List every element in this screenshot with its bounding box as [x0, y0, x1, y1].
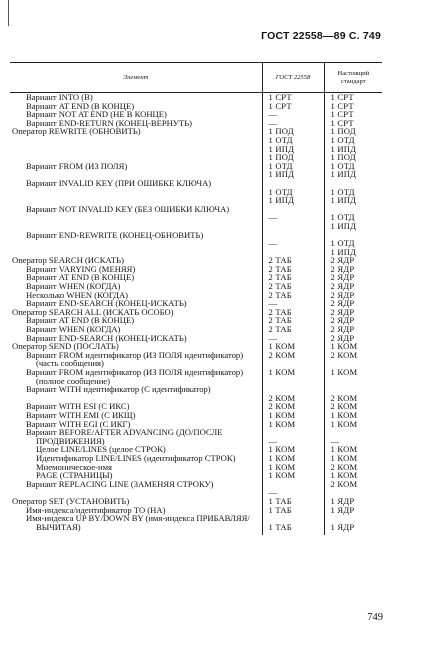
element-cell: Вариант NOT INVALID KEY (БЕЗ ОШИБКИ КЛЮЧА) — [26, 203, 230, 214]
current-standard-cell: 2 ЯДР — [324, 299, 382, 308]
page-edge-mark — [8, 0, 13, 26]
current-standard-cell: 1 ЯДР — [324, 497, 382, 506]
current-standard-cell: 1 ОТД 1 ИПД — [324, 179, 382, 205]
gost-22558-cell: 2 ТАБ — [262, 265, 324, 274]
current-standard-cell: 1 ПОД 1 ОТД 1 ИПД — [324, 153, 382, 179]
element-cell: Вариант VARYING (МЕНЯЯ) — [26, 263, 136, 274]
element-cell: Вариант WITH идентификатор (С идентификатор) — [26, 384, 211, 395]
gost-22558-cell: — — [262, 205, 324, 231]
current-standard-cell: 1 ОТД 1 ИПД — [324, 205, 382, 231]
table-row — [10, 368, 382, 385]
table-row — [10, 385, 382, 402]
current-standard-cell: 1 ОТД 1 ИПД — [324, 231, 382, 257]
element-cell: Вариант FROM идентификатор (ИЗ ПОЛЯ идентификатор) (часть сообщения) — [26, 349, 244, 369]
current-standard-cell: 2 ЯДР — [324, 316, 382, 325]
table-row — [10, 428, 382, 445]
element-cell: PAGE (СТРАНИЦЫ) — [36, 470, 113, 481]
element-cell: Мнемоническое-имя — [36, 461, 112, 472]
element-cell: Вариант NOT AT END (НЕ В КОНЦЕ) — [26, 109, 167, 120]
table-row — [10, 480, 382, 497]
column-header-current-standard: Настоящий стандарт — [324, 63, 382, 93]
table-row — [10, 127, 382, 153]
current-standard-cell: 2 ЯДР — [324, 334, 382, 343]
gost-22558-cell: — — [262, 428, 324, 445]
element-cell: Вариант FROM идентификатор (ИЗ ПОЛЯ идентификатор) (полное сообщение) — [26, 367, 244, 386]
gost-22558-cell: 2 ТАБ — [262, 316, 324, 325]
page-header: ГОСТ 22558—89 С. 749 — [261, 30, 381, 42]
element-cell: Вариант REPLACING LINE (ЗАМЕНЯЯ СТРОКУ) — [26, 478, 214, 489]
element-cell: Вариант WHEN (КОГДА) — [26, 324, 121, 335]
gost-22558-cell: — — [262, 119, 324, 128]
gost-22558-cell: 2 ТАБ — [262, 273, 324, 282]
gost-22558-cell: 1 КОМ — [262, 463, 324, 472]
element-cell: Вариант END-SEARCH (КОНЕЦ-ИСКАТЬ) — [26, 298, 187, 309]
element-cell: Целое LINE/LINES (целое СТРОК) — [36, 444, 166, 455]
current-standard-cell: 1 СРТ — [324, 102, 382, 111]
gost-22558-cell: 2 ТАБ — [262, 256, 324, 265]
column-header-element: Элемент — [10, 63, 262, 93]
current-standard-cell: 2 ЯДР — [324, 273, 382, 282]
current-standard-cell: — — [324, 428, 382, 445]
current-standard-cell: 2 КОМ — [324, 385, 382, 402]
table-row — [10, 153, 382, 179]
current-standard-cell: 1 КОМ — [324, 342, 382, 351]
current-standard-cell: 2 ЯДР — [324, 291, 382, 300]
gost-22558-cell: 2 КОМ — [262, 402, 324, 411]
element-cell: Вариант END-REWRITE (КОНЕЦ-ОБНОВИТЬ) — [26, 229, 204, 240]
element-cell: Оператор SET (УСТАНОВИТЬ) — [12, 495, 130, 506]
gost-22558-cell: 2 ТАБ — [262, 282, 324, 291]
current-standard-cell: 1 ЯДР — [324, 506, 382, 515]
element-cell: Вариант AT END (В КОНЦЕ) — [26, 272, 135, 283]
gost-22558-cell: 1 ОТД 1 ИПД — [262, 179, 324, 205]
gost-22558-cell: 1 СРТ — [262, 102, 324, 111]
current-standard-cell: 2 ЯДР — [324, 282, 382, 291]
current-standard-cell: 1 КОМ — [324, 454, 382, 463]
element-cell: Оператор SEARCH (ИСКАТЬ) — [12, 255, 124, 266]
current-standard-cell: 1 КОМ — [324, 471, 382, 480]
gost-22558-cell: 1 КОМ — [262, 445, 324, 454]
element-cell: Оператор SEND (ПОСЛАТЬ) — [12, 341, 119, 352]
gost-22558-cell: 1 КОМ — [262, 411, 324, 420]
element-cell: Вариант AT END (В КОНЦЕ) — [26, 315, 135, 326]
current-standard-cell: 2 ЯДР — [324, 265, 382, 274]
gost-22558-cell: 1 ПОД 1 ОТД 1 ИПД — [262, 153, 324, 179]
gost-22558-cell: 1 СРТ — [262, 93, 324, 102]
element-cell: Вариант INTO (В) — [26, 92, 93, 102]
element-cell: Вариант WITH EMI (С ИКЩ) — [26, 409, 136, 420]
gost-22558-cell: — — [262, 480, 324, 497]
current-standard-cell: 2 КОМ — [324, 463, 382, 472]
gost-22558-cell: 2 ТАБ — [262, 325, 324, 334]
element-cell: Вариант BEFORE/AFTER ADVANCING (ДО/ПОСЛЕ ПРОДВИЖЕНИЯ) — [26, 427, 223, 446]
element-cell: Идентификатор LINE/LINES (идентификатор СТРОК) — [36, 452, 236, 463]
page-number: 749 — [367, 612, 383, 623]
gost-22558-cell: 1 КОМ — [262, 420, 324, 429]
gost-22558-cell: 1 КОМ — [262, 342, 324, 351]
gost-22558-cell: — — [262, 334, 324, 343]
element-cell: Оператор SEARCH ALL (ИСКАТЬ ОСОБО) — [12, 306, 174, 317]
current-standard-cell: 1 СРТ — [324, 110, 382, 119]
element-cell: Вариант INVALID KEY (ПРИ ОШИБКЕ КЛЮЧА) — [26, 177, 212, 188]
table-row — [10, 351, 382, 368]
current-standard-cell: 1 КОМ — [324, 445, 382, 454]
column-header-gost: ГОСТ 22558 — [262, 63, 324, 93]
current-standard-cell: 1 СРТ — [324, 93, 382, 102]
gost-22558-cell: 1 КОМ — [262, 368, 324, 385]
element-cell: Вариант WITH ESI (С ИКС) — [26, 401, 130, 412]
current-standard-cell: 1 СРТ — [324, 119, 382, 128]
gost-22558-cell: 2 КОМ — [262, 385, 324, 402]
current-standard-cell: 2 КОМ — [324, 402, 382, 411]
current-standard-cell: 2 ЯДР — [324, 256, 382, 265]
current-standard-cell: 1 КОМ — [324, 368, 382, 385]
gost-22558-cell: 1 ТАБ — [262, 497, 324, 506]
gost-22558-cell: — — [262, 231, 324, 257]
element-cell: Имя-индекса/идентификатор TO (НА) — [26, 504, 166, 515]
current-standard-cell: 1 КОМ — [324, 420, 382, 429]
current-standard-cell: 1 ПОД 1 ОТД 1 ИПД — [324, 127, 382, 153]
element-cell: Вариант WHEN (КОГДА) — [26, 281, 121, 292]
element-cell: Вариант FROM (ИЗ ПОЛЯ) — [26, 161, 128, 172]
table-row — [10, 231, 382, 257]
element-cell: Несколько WHEN (КОГДА) — [26, 289, 129, 300]
current-standard-cell: 1 ЯДР — [324, 514, 382, 535]
gost-22558-cell: — — [262, 299, 324, 308]
current-standard-cell: 1 КОМ — [324, 411, 382, 420]
current-standard-cell: 2 КОМ — [324, 480, 382, 497]
gost-22558-cell: 2 ТАБ — [262, 291, 324, 300]
current-standard-cell: 2 КОМ — [324, 351, 382, 368]
gost-22558-cell: 2 ТАБ — [262, 308, 324, 317]
table-row — [10, 514, 382, 535]
element-cell: Оператор REWRITE (ОБНОВИТЬ) — [12, 126, 141, 137]
gost-22558-cell: — — [262, 110, 324, 119]
current-standard-cell: 2 ЯДР — [324, 325, 382, 334]
element-cell: Вариант WITH EGI (С ИКГ) — [26, 418, 131, 429]
element-cell: Вариант AT END (В КОНЦЕ) — [26, 100, 135, 111]
table-body — [10, 93, 382, 536]
table-row — [10, 205, 382, 231]
gost-22558-cell: 1 ТАБ — [262, 514, 324, 535]
gost-22558-cell: 1 КОМ — [262, 454, 324, 463]
gost-22558-cell: 1 КОМ — [262, 471, 324, 480]
table-row — [10, 179, 382, 205]
current-standard-cell: 2 ЯДР — [324, 308, 382, 317]
gost-22558-cell: 2 КОМ — [262, 351, 324, 368]
element-cell: Имя-индекса UP BY/DOWN BY (имя-индекса ПРИБАВЛЯЯ/ВЫЧИТАЯ) — [26, 513, 250, 532]
element-cell: Вариант END-SEARCH (КОНЕЦ-ИСКАТЬ) — [26, 332, 187, 343]
gost-22558-cell: 1 ПОД 1 ОТД 1 ИПД — [262, 127, 324, 153]
element-cell: Вариант END-RETURN (КОНЕЦ-ВЕРНУТЬ) — [26, 117, 193, 128]
table-header-row — [10, 63, 382, 93]
gost-22558-cell: 1 ТАБ — [262, 506, 324, 515]
standards-comparison-table — [10, 62, 382, 535]
